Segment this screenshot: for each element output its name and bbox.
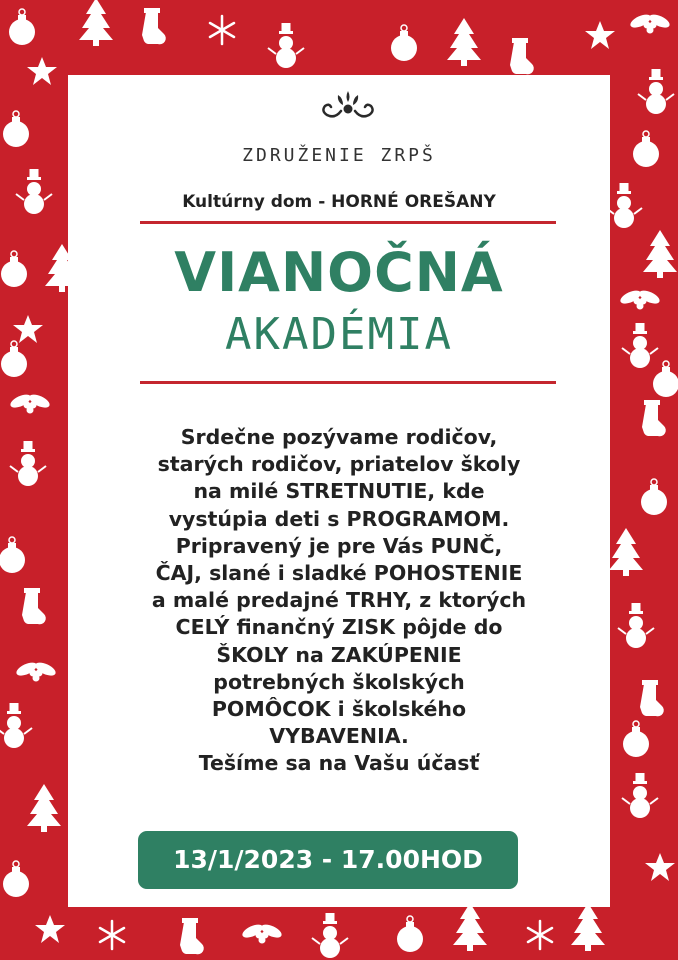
- flourish-ornament-icon: [308, 89, 388, 123]
- event-title-main: VIANOČNÁ: [174, 241, 504, 304]
- divider-bottom: [140, 381, 556, 384]
- invitation-line: VYBAVENIA.: [269, 724, 409, 749]
- invitation-line: Srdečne pozývame rodičov,: [180, 425, 498, 449]
- invitation-line: ŠKOLY na ZAKÚPENIE: [216, 642, 462, 667]
- date-time-badge: 13/1/2023 - 17.00HOD: [138, 831, 518, 889]
- invitation-line: CELÝ finančný ZISK pôjde do: [175, 615, 503, 640]
- invitation-line: vystúpia deti s PROGRAMOM.: [168, 506, 510, 531]
- invitation-card: [68, 75, 610, 907]
- invitation-line: ČAJ, slané i sladké POHOSTENIE: [155, 561, 523, 586]
- invitation-line: a malé predajné TRHY, z ktorých: [151, 588, 527, 613]
- venue-name: Kultúrny dom - HORNÉ OREŠANY: [182, 192, 496, 212]
- divider-top: [140, 221, 556, 224]
- invitation-line: starých rodičov, priatelov školy: [157, 452, 521, 477]
- organization-name: ZDRUŽENIE ZRPŠ: [242, 145, 436, 166]
- event-title-sub: AKADÉMIA: [225, 309, 453, 360]
- invitation-line: potrebných školských: [213, 669, 465, 694]
- invitation-text: [98, 424, 580, 778]
- invitation-line: na milé STRETNUTIE, kde: [193, 479, 485, 504]
- invitation-line: Tešíme sa na Vašu účasť: [198, 751, 480, 776]
- invitation-line: Pripravený je pre Vás PUNČ,: [175, 533, 503, 558]
- invitation-line: POMÔCOK i školského: [211, 697, 467, 722]
